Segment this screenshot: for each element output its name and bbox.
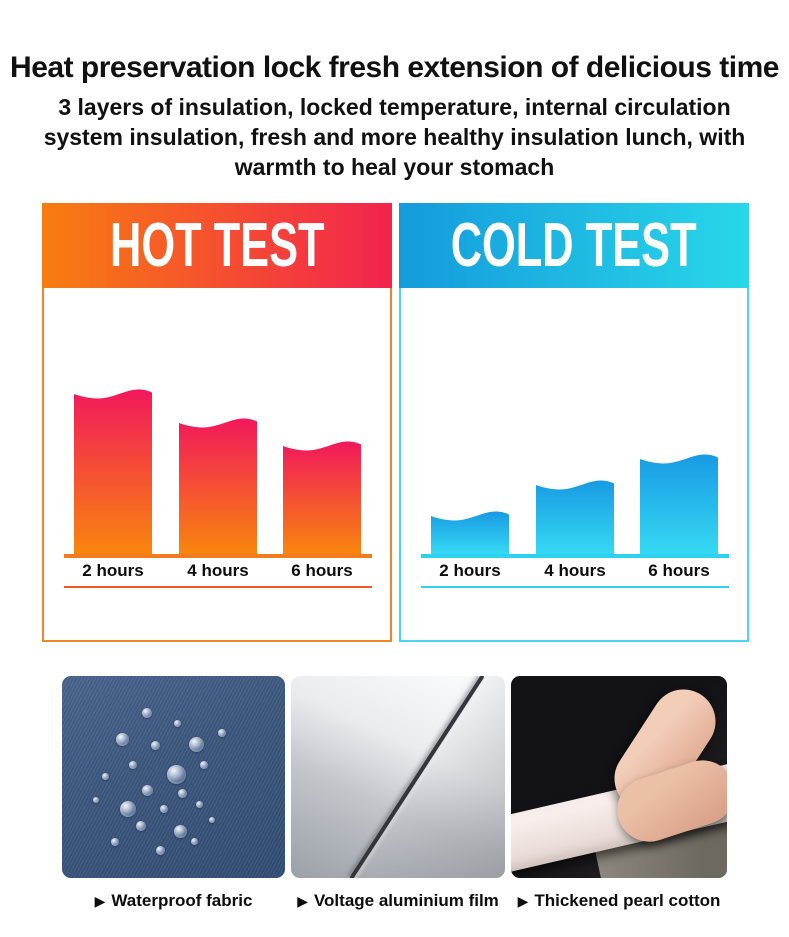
cold-underline [421, 586, 729, 588]
cold-test-banner-title: COLD TEST [451, 211, 697, 280]
hot-bar-2-hours [74, 388, 152, 554]
hot-bar-label-1: 4 hours [187, 561, 249, 580]
page-subtitle [0, 92, 789, 182]
water-droplet [142, 785, 153, 796]
water-droplet [174, 720, 181, 727]
feature-caption-aluminium [291, 891, 505, 911]
feature-label: Waterproof fabric [111, 891, 253, 910]
hot-bar-label-2: 6 hours [291, 561, 353, 580]
hot-test-panel [42, 203, 392, 644]
water-droplet [116, 733, 129, 746]
cold-bar-label-0: 2 hours [439, 561, 501, 580]
hot-test-banner-title: HOT TEST [109, 211, 325, 280]
water-droplet [191, 838, 198, 845]
feature-caption-pearl-cotton [511, 891, 727, 911]
cold-baseline [421, 554, 729, 558]
hot-test-chart [42, 288, 392, 642]
hot-baseline [64, 554, 372, 558]
water-droplet [129, 761, 137, 769]
water-droplet [209, 817, 215, 823]
cold-bar-6-hours [640, 453, 718, 554]
cold-test-chart [399, 288, 749, 642]
cold-bar-label-1: 4 hours [544, 561, 606, 580]
subtitle-line-1: 3 layers of insulation, locked temperature, internal circulation [58, 94, 731, 120]
water-droplet [120, 801, 136, 817]
water-droplet [93, 797, 99, 803]
hot-bar-6-hours [283, 440, 361, 554]
cold-test-banner [399, 203, 749, 288]
hot-bar-4-hours [179, 417, 257, 554]
water-droplet [136, 821, 146, 831]
play-marker-icon: ▶ [517, 894, 529, 910]
water-droplet [178, 789, 187, 798]
water-droplet [156, 846, 165, 855]
waterproof-fabric-photo [62, 676, 285, 878]
hot-test-banner [42, 203, 392, 288]
play-marker-icon: ▶ [297, 894, 308, 910]
water-droplet [174, 825, 187, 838]
water-droplet [160, 805, 168, 813]
water-droplet [151, 741, 160, 750]
water-droplet [189, 737, 204, 752]
cold-bar-2-hours [431, 510, 509, 554]
play-marker-icon: ▶ [94, 894, 106, 910]
film-shading [291, 676, 505, 878]
water-droplet [142, 708, 152, 718]
subtitle-line-3: warmth to heal your stomach [234, 154, 555, 180]
water-droplet [102, 773, 109, 780]
water-droplet [167, 765, 186, 784]
hot-underline [64, 586, 372, 588]
feature-label: Thickened pearl cotton [534, 891, 721, 910]
water-droplet [218, 729, 226, 737]
page-title: Heat preservation lock fresh extension of delicious time [10, 51, 779, 85]
water-droplet [111, 838, 119, 846]
cold-bar-4-hours [536, 479, 614, 554]
subtitle-line-2: system insulation, fresh and more healthy insulation lunch, with [43, 124, 746, 150]
feature-label: Voltage aluminium film [313, 891, 499, 910]
feature-caption-waterproof [62, 891, 285, 911]
pearl-cotton-photo [511, 676, 727, 878]
water-droplet [200, 761, 208, 769]
cold-test-panel [399, 203, 749, 644]
hot-bar-label-0: 2 hours [82, 561, 144, 580]
water-droplet [196, 801, 203, 808]
cold-bar-label-2: 6 hours [648, 561, 710, 580]
aluminium-film-photo [291, 676, 505, 878]
